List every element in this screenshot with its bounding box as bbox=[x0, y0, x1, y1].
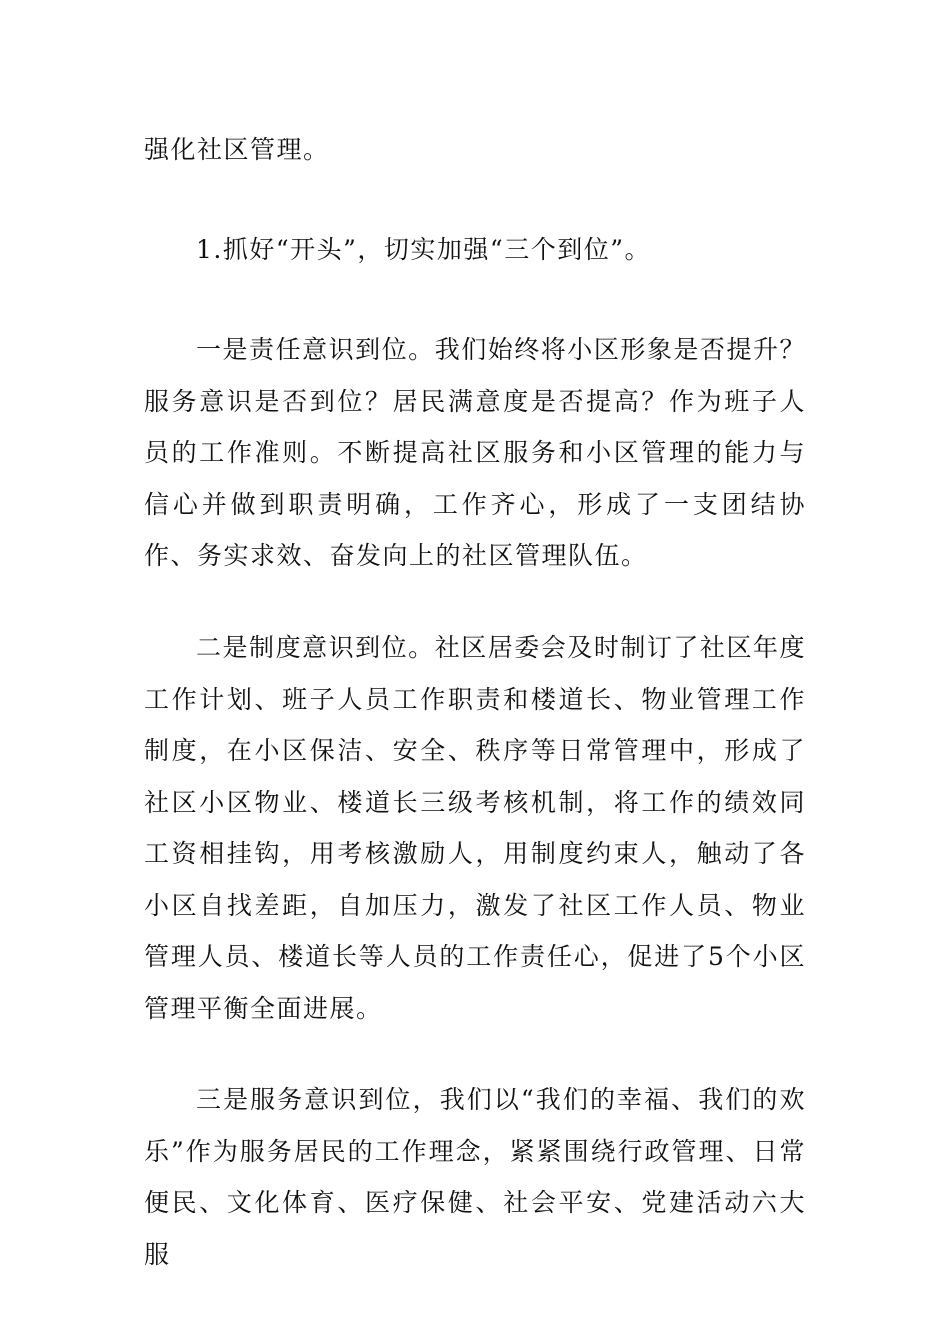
paragraph-system: 二是制度意识到位。社区居委会及时制订了社区年度工作计划、班子人员工作职责和楼道长、物业管理工作制度，在小区保洁、安全、秩序等日常管理中，形成了社区小区物业、楼道长三级考核机制，将工作的绩效同工资相挂钩，用考核激励人，用制度约束人，触动了各小区自找差距，自加压力，激发了社区工作人员、物业管理人员、楼道长等人员的工作责任心，促进了5个小区管理平衡全面进展。 bbox=[144, 633, 806, 1023]
paragraph-service: 三是服务意识到位，我们以“我们的幸福、我们的欢乐”作为服务居民的工作理念，紧紧围绕行政管理、日常便民、文化体育、医疗保健、社会平安、党建活动六大服 bbox=[144, 1085, 806, 1269]
section-heading: 1.抓好“开头”，切实加强“三个到位”。 bbox=[196, 235, 651, 264]
paragraph-continuation: 强化社区管理。 bbox=[144, 135, 330, 164]
paragraph-responsibility: 一是责任意识到位。我们始终将小区形象是否提升？服务意识是否到位？居民满意度是否提高？作为班子人员的工作准则。不断提高社区服务和小区管理的能力与信心并做到职责明确，工作齐心，形成了一支团结协作、务实求效、奋发向上的社区管理队伍。 bbox=[144, 335, 806, 570]
